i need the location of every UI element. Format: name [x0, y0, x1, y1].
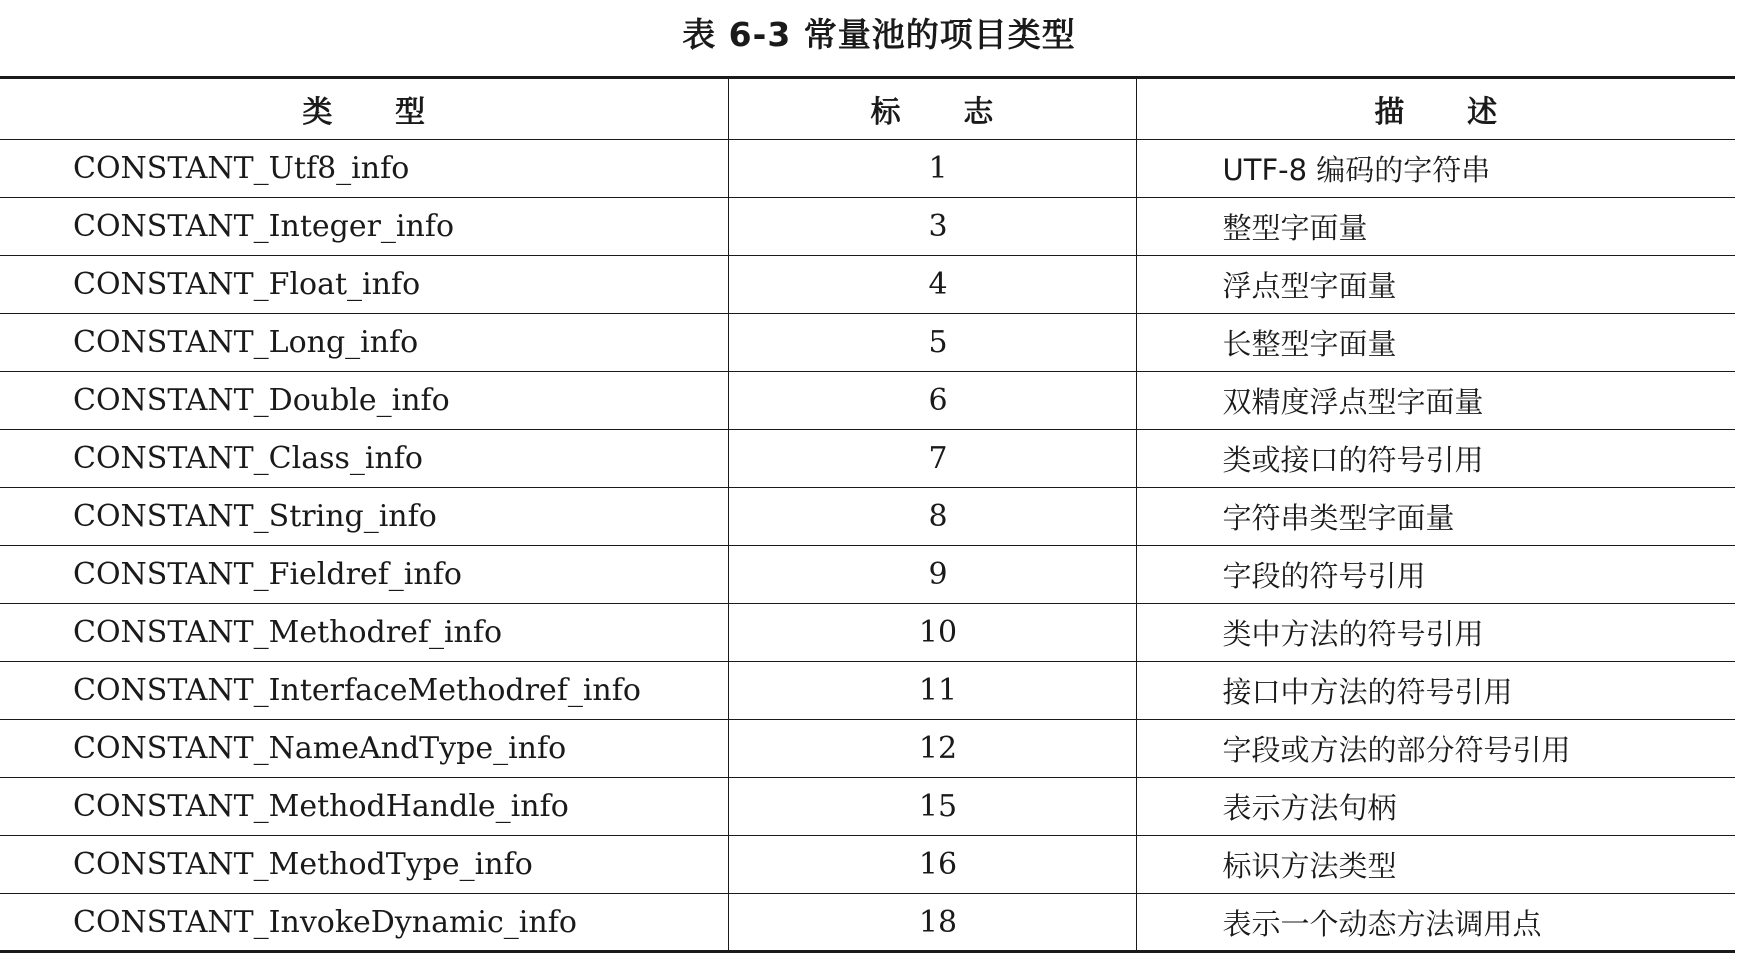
- description-cell: 表示一个动态方法调用点: [1136, 894, 1735, 952]
- table-body: [0, 140, 1735, 952]
- table-caption: 表 6-3 常量池的项目类型: [682, 15, 1076, 54]
- column-header-description: 描 述: [1136, 78, 1735, 140]
- table-row: [0, 430, 1735, 488]
- table-row: [0, 256, 1735, 314]
- tag-cell: 12: [728, 720, 1136, 778]
- type-cell: CONSTANT_MethodHandle_info: [73, 789, 569, 824]
- description-cell: 字段的符号引用: [1136, 546, 1735, 604]
- type-cell: CONSTANT_Utf8_info: [73, 151, 410, 186]
- tag-cell: 6: [728, 372, 1136, 430]
- type-cell: CONSTANT_String_info: [73, 499, 437, 534]
- header-row: [0, 78, 1735, 140]
- description-cell: 整型字面量: [1136, 198, 1735, 256]
- tag-cell: 7: [728, 430, 1136, 488]
- type-cell: CONSTANT_InterfaceMethodref_info: [73, 673, 641, 708]
- table-row: [0, 778, 1735, 836]
- type-cell: CONSTANT_MethodType_info: [73, 847, 533, 882]
- tag-cell: 8: [728, 488, 1136, 546]
- description-cell: 字段或方法的部分符号引用: [1136, 720, 1735, 778]
- table-row: [0, 894, 1735, 952]
- tag-cell: 4: [728, 256, 1136, 314]
- tag-cell: 18: [728, 894, 1136, 952]
- tag-cell: 10: [728, 604, 1136, 662]
- table-row: [0, 604, 1735, 662]
- tag-cell: 9: [728, 546, 1136, 604]
- type-cell: CONSTANT_InvokeDynamic_info: [73, 904, 577, 940]
- table-row: [0, 314, 1735, 372]
- type-cell: CONSTANT_Methodref_info: [73, 615, 503, 650]
- tag-cell: 3: [728, 198, 1136, 256]
- description-cell: 字符串类型字面量: [1136, 488, 1735, 546]
- table-row: [0, 488, 1735, 546]
- table-row: [0, 140, 1735, 198]
- description-cell: 类中方法的符号引用: [1136, 604, 1735, 662]
- type-cell: CONSTANT_Float_info: [73, 267, 421, 302]
- table-row: [0, 662, 1735, 720]
- description-cell: 类或接口的符号引用: [1136, 430, 1735, 488]
- type-cell: CONSTANT_Long_info: [73, 325, 419, 360]
- tag-cell: 11: [728, 662, 1136, 720]
- tag-cell: 5: [728, 314, 1136, 372]
- type-cell: CONSTANT_Double_info: [73, 383, 450, 418]
- tag-cell: 16: [728, 836, 1136, 894]
- table-row: [0, 546, 1735, 604]
- description-cell: 双精度浮点型字面量: [1136, 372, 1735, 430]
- description-cell: 长整型字面量: [1136, 314, 1735, 372]
- type-cell: CONSTANT_Class_info: [73, 441, 423, 476]
- column-header-type: 类 型: [302, 95, 426, 130]
- type-cell: CONSTANT_Fieldref_info: [73, 557, 462, 592]
- tag-cell: 15: [728, 778, 1136, 836]
- description-cell: 接口中方法的符号引用: [1136, 662, 1735, 720]
- description-cell: UTF-8 编码的字符串: [1136, 140, 1735, 198]
- description-cell: 浮点型字面量: [1136, 256, 1735, 314]
- table-row: [0, 372, 1735, 430]
- column-header-tag: 标 志: [728, 78, 1136, 140]
- description-cell: 标识方法类型: [1136, 836, 1735, 894]
- type-cell: CONSTANT_NameAndType_info: [73, 731, 567, 766]
- table-row: [0, 836, 1735, 894]
- table-row: [0, 720, 1735, 778]
- description-cell: 表示方法句柄: [1136, 778, 1735, 836]
- type-cell: CONSTANT_Integer_info: [73, 209, 455, 244]
- table-row: [0, 198, 1735, 256]
- tag-cell: 1: [728, 140, 1136, 198]
- constant-pool-table: [0, 76, 1735, 953]
- table-header: [0, 78, 1735, 140]
